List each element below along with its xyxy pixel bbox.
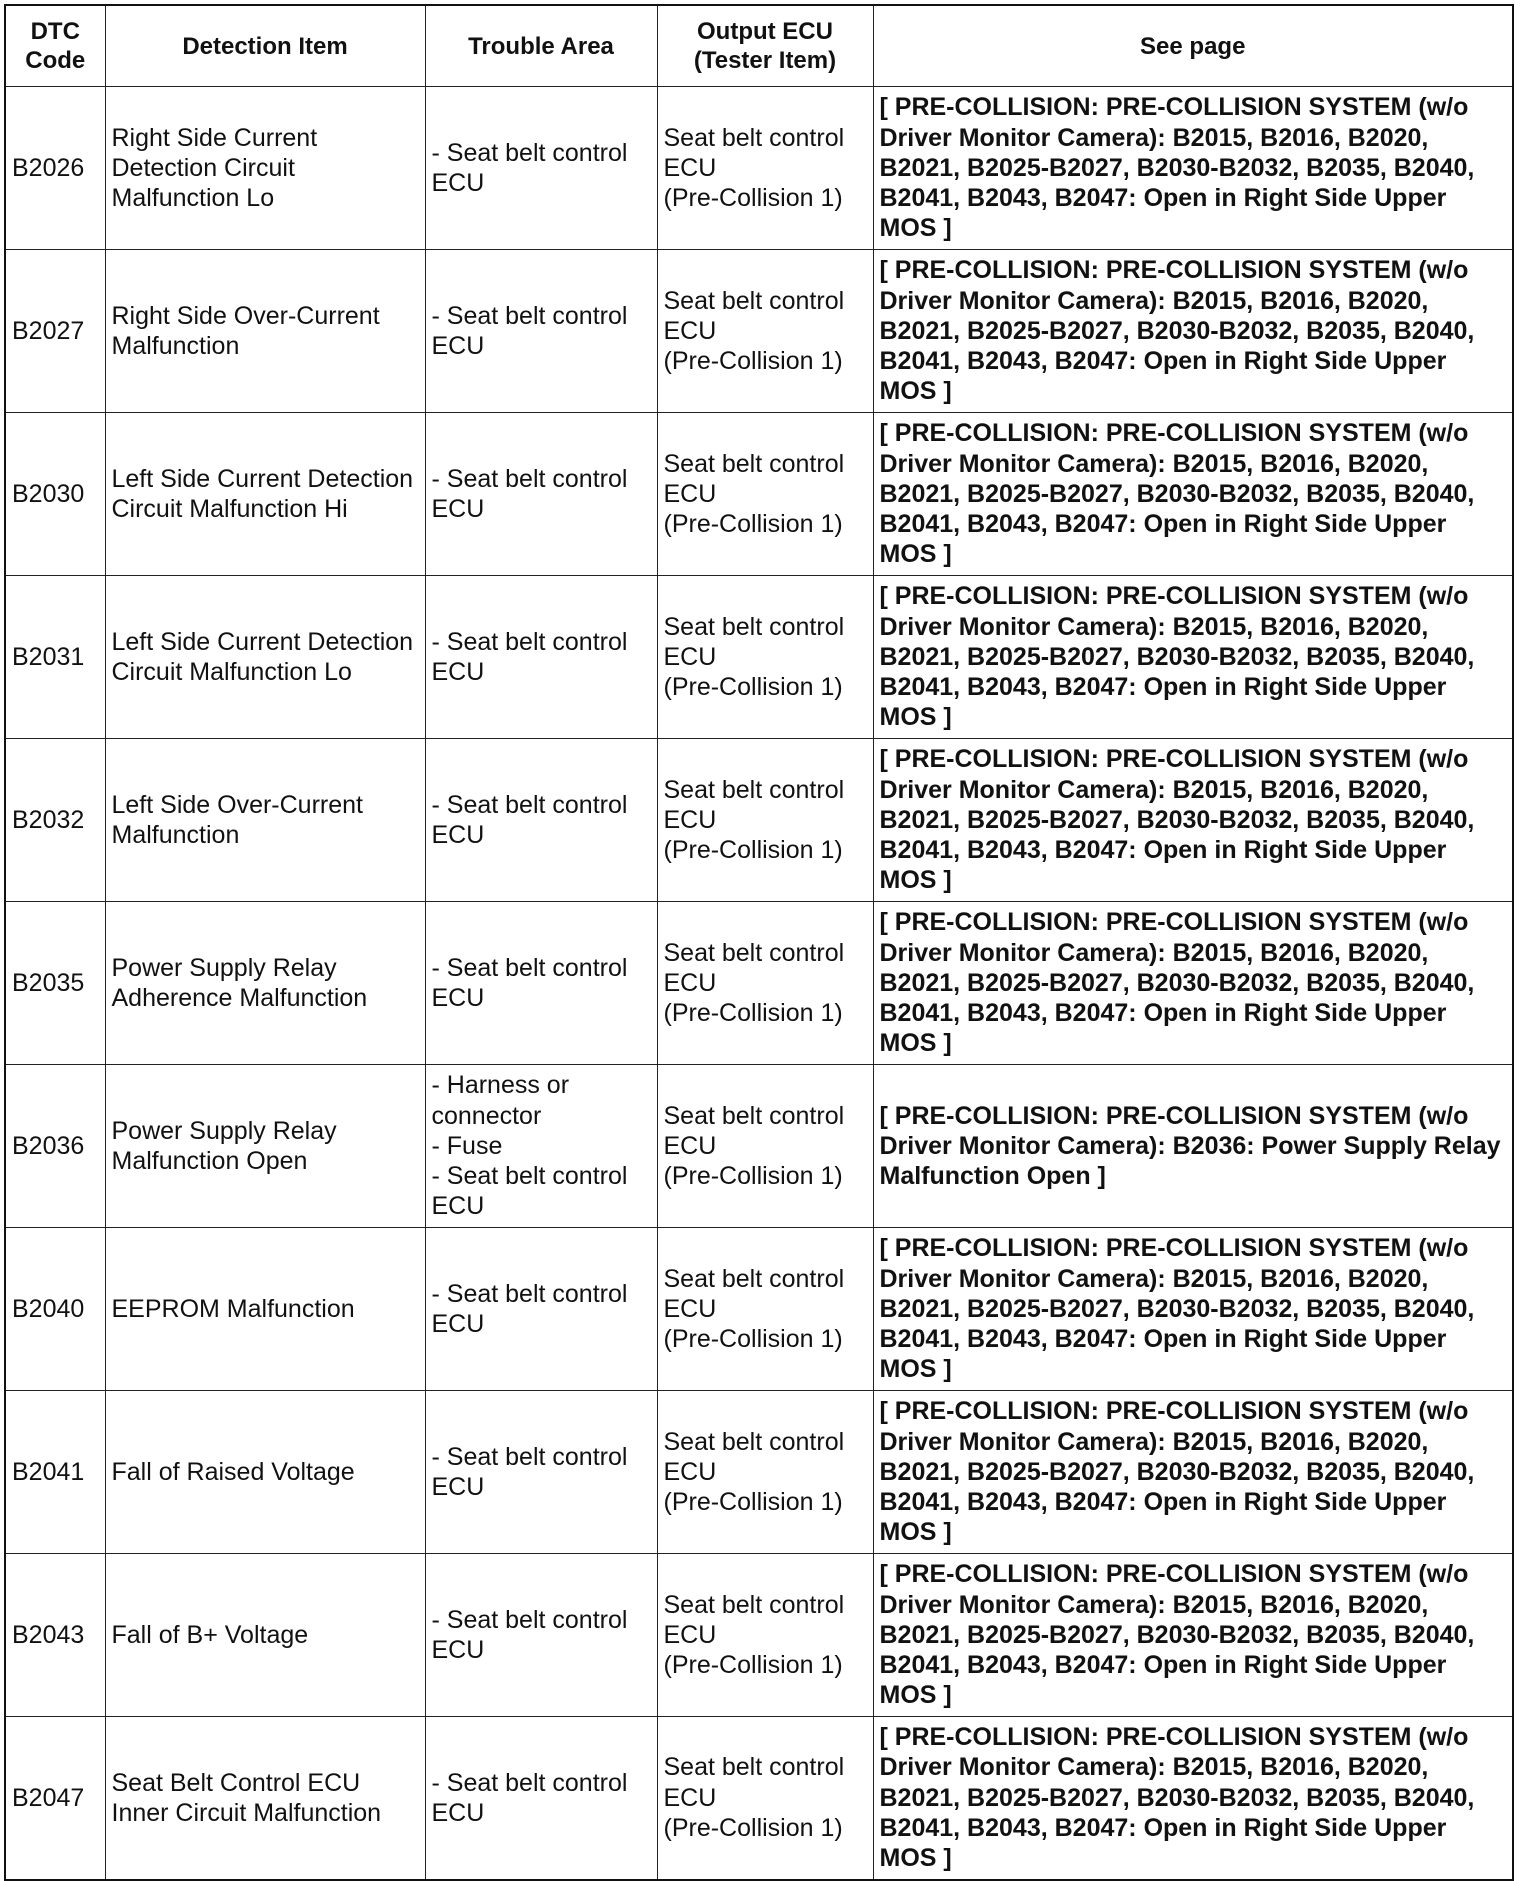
header-trouble-area-line: Trouble Area	[468, 32, 614, 60]
detection-item-cell-line: Malfunction	[111, 332, 240, 360]
see-page-cell-line: B2041, B2043, B2047: Open in Right Side Upper	[879, 1651, 1447, 1680]
see-page-cell-line: Driver Monitor Camera): B2015, B2016, B2020,	[879, 1590, 1429, 1619]
see-page-cell-line: [ PRE-COLLISION: PRE-COLLISION SYSTEM (w/o	[879, 256, 1469, 285]
header-output-ecu-line: Output ECU	[697, 18, 833, 45]
output-ecu-cell-line: (Pre-Collision 1)	[663, 673, 843, 702]
see-page-cell-line: MOS ]	[879, 214, 952, 243]
see-page-cell-line: [ PRE-COLLISION: PRE-COLLISION SYSTEM (w/o	[879, 908, 1469, 937]
detection-item-cell-line: Detection Circuit	[111, 153, 295, 182]
output-ecu-cell-line: (Pre-Collision 1)	[663, 184, 843, 213]
detection-item-cell-line: Left Side Over-Current	[111, 790, 363, 819]
dtc-code-cell: B2026	[5, 87, 105, 250]
header-detection-item	[105, 5, 425, 87]
trouble-area-cell-line: - Seat belt control	[431, 138, 628, 167]
detection-item-cell-line: Inner Circuit Malfunction	[111, 1798, 382, 1827]
output-ecu-cell	[657, 87, 873, 250]
see-page-cell-line: MOS ]	[879, 1681, 952, 1710]
see-page-cell-line: B2021, B2025-B2027, B2030-B2032, B2035, B2040,	[879, 1457, 1475, 1486]
output-ecu-cell	[657, 576, 873, 739]
trouble-area-cell-line: - Seat belt control	[431, 1162, 628, 1191]
see-page-cell-line: B2041, B2043, B2047: Open in Right Side Upper	[879, 999, 1447, 1028]
output-ecu-cell-line: Seat belt control	[663, 1590, 845, 1619]
table-header	[5, 5, 1513, 87]
dtc-table-sheet	[4, 4, 1514, 1881]
header-detection-item-line: Detection Item	[182, 32, 348, 60]
trouble-area-cell-line: ECU	[431, 169, 485, 197]
detection-item-cell	[105, 87, 425, 250]
output-ecu-cell-line: (Pre-Collision 1)	[663, 1488, 843, 1517]
dtc-code-cell: B2047	[5, 1717, 105, 1880]
dtc-code-cell: B2040	[5, 1228, 105, 1391]
output-ecu-cell-line: Seat belt control	[663, 123, 845, 152]
trouble-area-cell	[425, 250, 657, 413]
output-ecu-cell-line: (Pre-Collision 1)	[663, 1162, 843, 1191]
see-page-cell-line: B2021, B2025-B2027, B2030-B2032, B2035, B2040,	[879, 1294, 1475, 1323]
detection-item-cell-line: Fall of Raised Voltage	[111, 1457, 355, 1486]
see-page-cell-line: MOS ]	[879, 1029, 952, 1058]
trouble-area-cell-line: - Seat belt control	[431, 1768, 628, 1797]
detection-item-cell-line: Malfunction Lo	[111, 184, 275, 213]
see-page-cell-line: Driver Monitor Camera): B2015, B2016, B2020,	[879, 1427, 1429, 1456]
trouble-area-cell	[425, 576, 657, 739]
output-ecu-cell-line: Seat belt control	[663, 1101, 845, 1130]
see-page-cell-line: B2021, B2025-B2027, B2030-B2032, B2035, B2040,	[879, 968, 1475, 997]
dtc-code-cell: B2041	[5, 1391, 105, 1554]
output-ecu-cell	[657, 250, 873, 413]
output-ecu-cell-line: ECU	[663, 479, 717, 508]
see-page-cell-line: [ PRE-COLLISION: PRE-COLLISION SYSTEM (w/o	[879, 1397, 1469, 1426]
trouble-area-cell-line: ECU	[431, 332, 485, 360]
trouble-area-cell-line: - Seat belt control	[431, 1442, 628, 1471]
output-ecu-cell-line: Seat belt control	[663, 1427, 845, 1456]
dtc-code-cell: B2027	[5, 250, 105, 413]
detection-item-cell	[105, 1554, 425, 1717]
output-ecu-cell-line: Seat belt control	[663, 775, 845, 804]
table-row	[5, 1391, 1513, 1554]
header-dtc-code	[5, 5, 105, 87]
dtc-code-cell: B2036	[5, 1065, 105, 1228]
output-ecu-cell-line: ECU	[663, 1620, 717, 1649]
trouble-area-cell	[425, 902, 657, 1065]
see-page-cell-line: B2041, B2043, B2047: Open in Right Side Upper	[879, 673, 1447, 702]
trouble-area-cell	[425, 87, 657, 250]
trouble-area-cell-line: ECU	[431, 1473, 485, 1501]
detection-item-cell-line: Right Side Over-Current	[111, 301, 380, 330]
see-page-cell-line: B2041, B2043, B2047: Open in Right Side Upper	[879, 510, 1447, 539]
output-ecu-cell	[657, 1554, 873, 1717]
see-page-cell-line: MOS ]	[879, 540, 952, 569]
trouble-area-cell-line: - Seat belt control	[431, 464, 628, 493]
header-see-page	[873, 5, 1513, 87]
trouble-area-cell-line: ECU	[431, 821, 485, 849]
header-output-ecu	[657, 5, 873, 87]
trouble-area-cell	[425, 1554, 657, 1717]
see-page-cell-line: [ PRE-COLLISION: PRE-COLLISION SYSTEM (w/o	[879, 1101, 1469, 1130]
table-row	[5, 902, 1513, 1065]
see-page-cell-line: B2021, B2025-B2027, B2030-B2032, B2035, B2040,	[879, 479, 1475, 508]
detection-item-cell-line: Right Side Current	[111, 123, 318, 152]
see-page-cell-line: Malfunction Open ]	[879, 1162, 1106, 1191]
see-page-cell-line: [ PRE-COLLISION: PRE-COLLISION SYSTEM (w/o	[879, 1234, 1469, 1263]
detection-item-cell-line: Fall of B+ Voltage	[111, 1620, 309, 1649]
output-ecu-cell	[657, 1065, 873, 1228]
see-page-cell-line: B2021, B2025-B2027, B2030-B2032, B2035, B2040,	[879, 316, 1475, 345]
see-page-cell-line: MOS ]	[879, 377, 952, 406]
trouble-area-cell-line: ECU	[431, 1636, 485, 1664]
output-ecu-cell-line: Seat belt control	[663, 938, 845, 967]
see-page-cell-line: MOS ]	[879, 1355, 952, 1384]
header-see-page-line: See page	[1140, 32, 1246, 60]
see-page-cell-line: [ PRE-COLLISION: PRE-COLLISION SYSTEM (w/o	[879, 1560, 1469, 1589]
see-page-cell-line: Driver Monitor Camera): B2015, B2016, B2020,	[879, 938, 1429, 967]
output-ecu-cell-line: ECU	[663, 642, 717, 671]
table-row	[5, 1717, 1513, 1880]
table-row	[5, 739, 1513, 902]
dtc-code-cell: B2043	[5, 1554, 105, 1717]
detection-item-cell-line: Left Side Current Detection	[111, 464, 414, 493]
see-page-cell-line: [ PRE-COLLISION: PRE-COLLISION SYSTEM (w/o	[879, 745, 1469, 774]
detection-item-cell-line: Circuit Malfunction Hi	[111, 495, 348, 523]
output-ecu-cell-line: ECU	[663, 805, 717, 834]
output-ecu-cell-line: (Pre-Collision 1)	[663, 1813, 843, 1842]
output-ecu-cell	[657, 739, 873, 902]
output-ecu-cell	[657, 902, 873, 1065]
detection-item-cell	[105, 1065, 425, 1228]
trouble-area-cell-line: - Seat belt control	[431, 627, 628, 656]
output-ecu-cell-line: Seat belt control	[663, 1264, 845, 1293]
output-ecu-cell-line: Seat belt control	[663, 286, 845, 315]
see-page-cell-line: Driver Monitor Camera): B2015, B2016, B2020,	[879, 1264, 1429, 1293]
see-page-cell-line: B2041, B2043, B2047: Open in Right Side Upper	[879, 836, 1447, 865]
table-body	[5, 87, 1513, 1880]
trouble-area-cell-line: ECU	[431, 1310, 485, 1338]
header-row	[5, 5, 1513, 87]
detection-item-cell	[105, 739, 425, 902]
detection-item-cell	[105, 413, 425, 576]
trouble-area-cell	[425, 1717, 657, 1880]
see-page-cell-line: B2021, B2025-B2027, B2030-B2032, B2035, B2040,	[879, 642, 1475, 671]
output-ecu-cell-line: ECU	[663, 1131, 717, 1160]
detection-item-cell	[105, 1717, 425, 1880]
output-ecu-cell	[657, 1228, 873, 1391]
output-ecu-cell-line: ECU	[663, 153, 717, 182]
table-row	[5, 250, 1513, 413]
dtc-code-cell: B2030	[5, 413, 105, 576]
output-ecu-cell-line: (Pre-Collision 1)	[663, 1325, 843, 1354]
dtc-code-cell: B2031	[5, 576, 105, 739]
detection-item-cell-line: Power Supply Relay	[111, 953, 337, 982]
see-page-cell[interactable]	[873, 1228, 1513, 1391]
detection-item-cell-line: Left Side Current Detection	[111, 627, 414, 656]
dtc-table	[4, 4, 1514, 1881]
detection-item-cell	[105, 1228, 425, 1391]
see-page-cell-line: [ PRE-COLLISION: PRE-COLLISION SYSTEM (w/o	[879, 582, 1469, 611]
trouble-area-cell	[425, 739, 657, 902]
output-ecu-cell-line: ECU	[663, 968, 717, 997]
see-page-cell-line: B2041, B2043, B2047: Open in Right Side Upper	[879, 1325, 1447, 1354]
detection-item-cell-line: EEPROM Malfunction	[111, 1294, 355, 1323]
trouble-area-cell-line: - Harness or	[431, 1071, 570, 1100]
header-dtc-code-line: Code	[25, 47, 86, 74]
output-ecu-cell-line: ECU	[663, 1783, 717, 1812]
trouble-area-cell	[425, 1065, 657, 1228]
table-row	[5, 1554, 1513, 1717]
see-page-cell-line: B2021, B2025-B2027, B2030-B2032, B2035, B2040,	[879, 805, 1475, 834]
detection-item-cell-line: Seat Belt Control ECU	[111, 1768, 361, 1797]
see-page-cell-line: B2021, B2025-B2027, B2030-B2032, B2035, B2040,	[879, 153, 1475, 182]
see-page-cell[interactable]	[873, 902, 1513, 1065]
output-ecu-cell	[657, 1391, 873, 1554]
see-page-cell-line: Driver Monitor Camera): B2015, B2016, B2020,	[879, 449, 1429, 478]
output-ecu-cell-line: ECU	[663, 1294, 717, 1323]
see-page-cell[interactable]	[873, 1391, 1513, 1554]
see-page-cell-line: B2041, B2043, B2047: Open in Right Side Upper	[879, 184, 1447, 213]
see-page-cell[interactable]	[873, 87, 1513, 250]
see-page-cell-line: [ PRE-COLLISION: PRE-COLLISION SYSTEM (w/o	[879, 419, 1469, 448]
header-output-ecu-line: (Tester Item)	[693, 47, 837, 74]
see-page-cell[interactable]	[873, 1717, 1513, 1880]
trouble-area-cell-line: - Seat belt control	[431, 1605, 628, 1634]
trouble-area-cell-line: ECU	[431, 1192, 485, 1221]
see-page-cell-line: Driver Monitor Camera): B2015, B2016, B2020,	[879, 775, 1429, 804]
trouble-area-cell-line: - Seat belt control	[431, 1279, 628, 1308]
dtc-code-cell: B2035	[5, 902, 105, 1065]
see-page-cell[interactable]	[873, 739, 1513, 902]
trouble-area-cell-line: ECU	[431, 658, 485, 686]
output-ecu-cell-line: (Pre-Collision 1)	[663, 510, 843, 539]
detection-item-cell-line: Malfunction	[111, 821, 240, 849]
detection-item-cell-line: Power Supply Relay	[111, 1116, 337, 1145]
see-page-cell[interactable]	[873, 576, 1513, 739]
output-ecu-cell	[657, 413, 873, 576]
output-ecu-cell-line: ECU	[663, 1457, 717, 1486]
see-page-cell-line: Driver Monitor Camera): B2015, B2016, B2020,	[879, 612, 1429, 641]
see-page-cell[interactable]	[873, 413, 1513, 576]
see-page-cell[interactable]	[873, 1065, 1513, 1228]
trouble-area-cell	[425, 413, 657, 576]
see-page-cell-line: B2041, B2043, B2047: Open in Right Side Upper	[879, 347, 1447, 376]
see-page-cell-line: [ PRE-COLLISION: PRE-COLLISION SYSTEM (w/o	[879, 93, 1469, 122]
trouble-area-cell-line: - Seat belt control	[431, 790, 628, 819]
dtc-code-cell: B2032	[5, 739, 105, 902]
table-row	[5, 576, 1513, 739]
see-page-cell-line: MOS ]	[879, 1844, 952, 1873]
detection-item-cell	[105, 1391, 425, 1554]
detection-item-cell	[105, 902, 425, 1065]
output-ecu-cell	[657, 1717, 873, 1880]
see-page-cell-line: B2041, B2043, B2047: Open in Right Side Upper	[879, 1813, 1447, 1842]
see-page-cell-line: MOS ]	[879, 1518, 952, 1547]
table-row	[5, 1228, 1513, 1391]
trouble-area-cell-line: ECU	[431, 1798, 485, 1827]
trouble-area-cell-line: - Seat belt control	[431, 953, 628, 982]
detection-item-cell	[105, 576, 425, 739]
trouble-area-cell-line: - Seat belt control	[431, 301, 628, 330]
see-page-cell-line: MOS ]	[879, 866, 952, 895]
table-row	[5, 413, 1513, 576]
trouble-area-cell	[425, 1228, 657, 1391]
table-row	[5, 1065, 1513, 1228]
trouble-area-cell-line: ECU	[431, 495, 485, 523]
see-page-cell[interactable]	[873, 250, 1513, 413]
output-ecu-cell-line: Seat belt control	[663, 1753, 845, 1782]
header-dtc-code-line: DTC	[30, 18, 80, 45]
see-page-cell[interactable]	[873, 1554, 1513, 1717]
table-row	[5, 87, 1513, 250]
output-ecu-cell-line: ECU	[663, 316, 717, 345]
trouble-area-cell	[425, 1391, 657, 1554]
detection-item-cell-line: Circuit Malfunction Lo	[111, 658, 352, 686]
output-ecu-cell-line: (Pre-Collision 1)	[663, 347, 843, 376]
detection-item-cell	[105, 250, 425, 413]
trouble-area-cell-line: - Fuse	[431, 1131, 503, 1160]
trouble-area-cell-line: ECU	[431, 984, 485, 1012]
output-ecu-cell-line: Seat belt control	[663, 612, 845, 641]
see-page-cell-line: Driver Monitor Camera): B2015, B2016, B2020,	[879, 1753, 1429, 1782]
header-trouble-area	[425, 5, 657, 87]
see-page-cell-line: B2021, B2025-B2027, B2030-B2032, B2035, B2040,	[879, 1783, 1475, 1812]
output-ecu-cell-line: (Pre-Collision 1)	[663, 999, 843, 1028]
trouble-area-cell-line: connector	[431, 1101, 542, 1130]
output-ecu-cell-line: (Pre-Collision 1)	[663, 836, 843, 865]
output-ecu-cell-line: Seat belt control	[663, 449, 845, 478]
see-page-cell-line: B2041, B2043, B2047: Open in Right Side Upper	[879, 1488, 1447, 1517]
output-ecu-cell-line: (Pre-Collision 1)	[663, 1651, 843, 1680]
detection-item-cell-line: Adherence Malfunction	[111, 984, 368, 1012]
detection-item-cell-line: Malfunction Open	[111, 1147, 308, 1175]
see-page-cell-line: Driver Monitor Camera): B2036: Power Supply Relay	[879, 1131, 1501, 1160]
see-page-cell-line: MOS ]	[879, 703, 952, 732]
see-page-cell-line: Driver Monitor Camera): B2015, B2016, B2020,	[879, 123, 1429, 152]
see-page-cell-line: [ PRE-COLLISION: PRE-COLLISION SYSTEM (w/o	[879, 1723, 1469, 1752]
see-page-cell-line: Driver Monitor Camera): B2015, B2016, B2020,	[879, 286, 1429, 315]
see-page-cell-line: B2021, B2025-B2027, B2030-B2032, B2035, B2040,	[879, 1620, 1475, 1649]
